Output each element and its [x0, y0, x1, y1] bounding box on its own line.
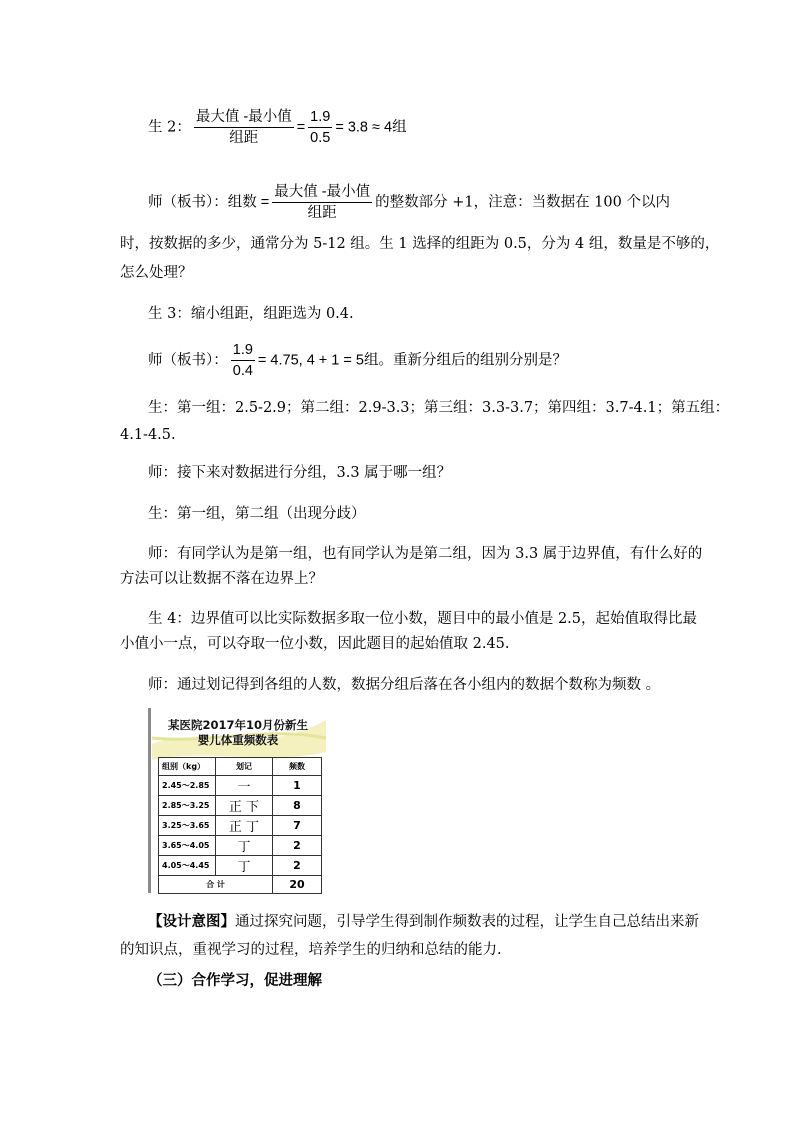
fraction-range-over-width: $\frac{\text{最大值 -最小值}}{\text{组距}}$ [195, 109, 292, 146]
header-tally: 划记 [216, 758, 273, 776]
design-intent-label: 【设计意图】 [148, 913, 235, 930]
paragraph-design-intent: 【设计意图】通过探究问题，引导学生得到制作频数表的过程，让学生自己总结出来新 [148, 913, 699, 930]
fraction-1.9-over-0.4: $\frac{1.9}{0.4}$ [232, 342, 253, 379]
table-row: 2.45～2.85 一 1 [159, 776, 322, 796]
header-group: 组别（kg） [159, 758, 216, 776]
table-header-row [159, 758, 322, 776]
paragraph-text-line: 怎么处理？ [120, 265, 193, 281]
paragraph-text-line: 小值小一点，可以夺取一位小数，因此题目的起始值取 2.45. [120, 636, 510, 652]
frequency-table [158, 757, 322, 894]
paragraph-student-groups: 生：第一组：2.5-2.9；第二组：2.9-3.3；第三组：3.3-3.7；第四组：3.7-4.1；第五组： [148, 400, 730, 416]
table-row: 4.05～4.45 丁 2 [159, 856, 322, 876]
table-row: 3.25～3.65 正 丁 7 [159, 816, 322, 836]
paragraph-teacher-frequency: 师：通过划记得到各组的人数，数据分组后落在各小组内的数据个数称为频数 。 [148, 677, 661, 693]
speaker-label: 师（板书）： [148, 352, 228, 369]
fraction-1.9-over-0.5: $\frac{1.9}{0.5}$ [310, 109, 331, 146]
paragraph-teacher-boundary: 师：有同学认为是第一组，也有同学认为是第二组，因为 3.3 属于边界值，有什么好的 [148, 546, 703, 562]
total-value: 20 [273, 876, 322, 894]
paragraph-teacher-question: 师：接下来对数据进行分组，3.3 属于哪一组？ [148, 465, 452, 481]
fraction-range-over-width: $\frac{\text{最大值 -最小值}}{\text{组距}}$ [274, 184, 371, 221]
paragraph-text-line: 时，按数据的多少，通常分为 5-12 组。生 1 选择的组距为 0.5，分为 4 组，数量是不够的， [120, 236, 720, 252]
section-heading: （三）合作学习，促进理解 [148, 972, 322, 989]
table-total-row [159, 876, 322, 894]
frequency-table-figure [148, 708, 328, 893]
paragraph-teacher-formula: 师（板书）：组数 = $\frac{\text{最大值 -最小值}}{\text{组距}}$ 的整数部分 +1，注意：当数据在 100 个以内 [148, 184, 670, 221]
paragraph-student-answer: 生：第一组，第二组（出现分歧） [148, 506, 366, 522]
table-title: 某医院2017年10月份新生 婴儿体重频数表 [167, 718, 308, 747]
paragraph-student3: 生 3：缩小组距，组距选为 0.4. [148, 306, 354, 322]
speaker-label: 生 2： [148, 119, 191, 136]
header-frequency: 频数 [273, 758, 322, 776]
paragraph-text-line: 方法可以让数据不落在边界上？ [120, 571, 323, 587]
table-row: 3.65～4.05 丁 2 [159, 836, 322, 856]
paragraph-text-line: 4.1-4.5. [120, 427, 176, 443]
total-label: 合 计 [159, 876, 273, 894]
paragraph-student2: 生 2： $\frac{\text{最大值 -最小值}}{\text{组距}}$ = $\frac{1.9}{0.5}$ = 3.8 ≈ 4组 [148, 109, 407, 146]
paragraph-teacher-calc: 师（板书）： $\frac{1.9}{0.4}$ = 4.75, 4 + 1 = 5组。重新分组后的组别分别是？ [148, 342, 567, 379]
paragraph-text-line: 的知识点，重视学习的过程，培养学生的归纳和总结的能力. [120, 942, 502, 958]
speaker-label: 师（板书）： [148, 194, 228, 211]
paragraph-student4: 生 4：边界值可以比实际数据多取一位小数，题目中的最小值是 2.5，起始值取得比最 [148, 611, 698, 627]
table-row: 2.85～3.25 正 下 8 [159, 796, 322, 816]
